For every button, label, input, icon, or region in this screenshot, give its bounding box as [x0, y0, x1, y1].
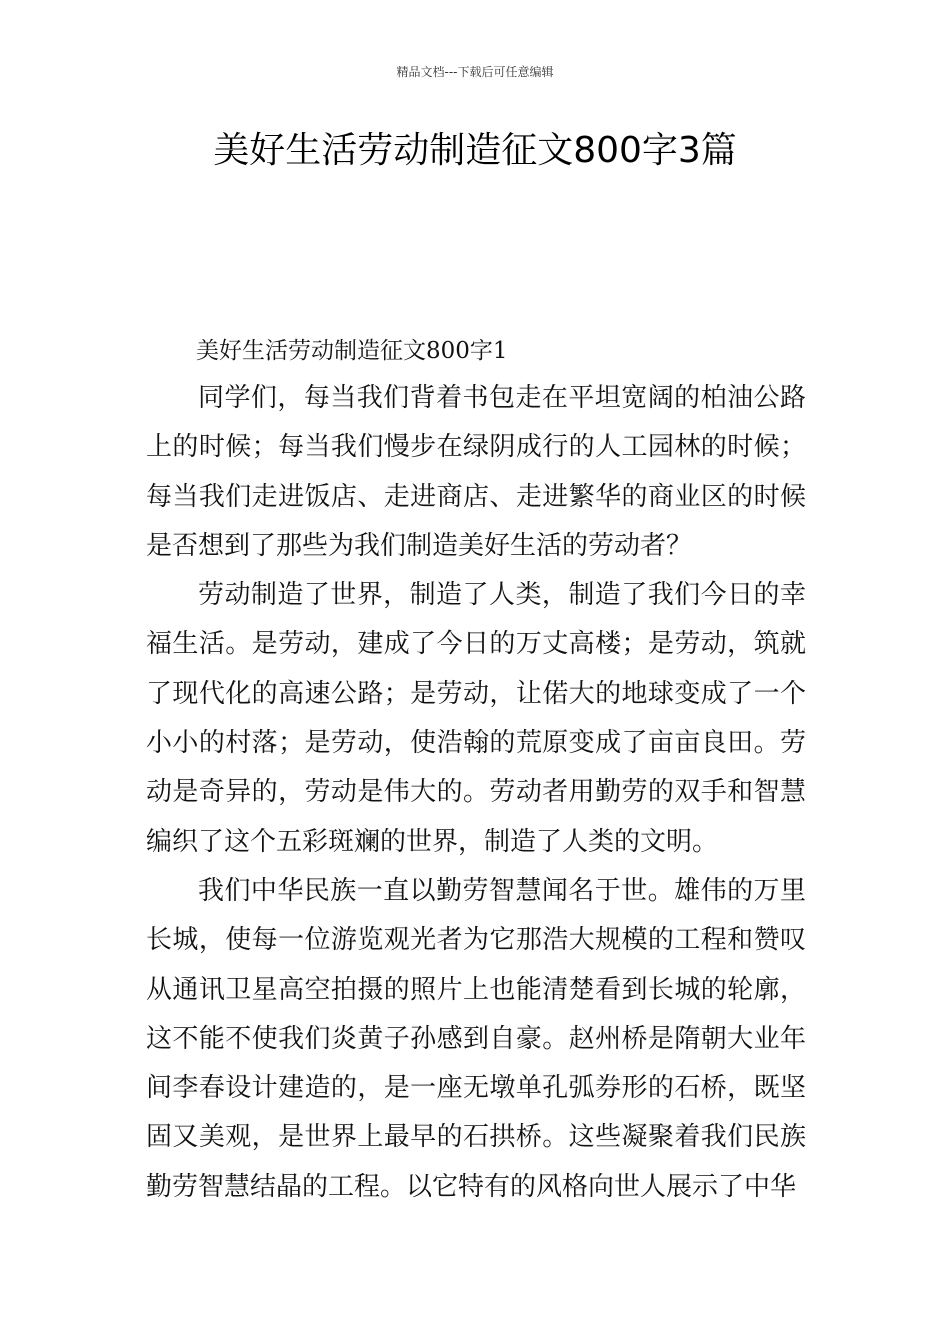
paragraph: 我们中华民族一直以勤劳智慧闻名于世。雄伟的万里长城，使每一位游览观光者为它那浩大规模的工程和赞叹从通讯卫星高空拍摄的照片上也能清楚看到长城的轮廓，这不能不使我们炎黄子孙感到自豪。赵州桥是隋朝大业年间李春设计建造的，是一座无墩单孔弧券形的石桥，既坚固又美观，是世界上最早的石拱桥。这些凝聚着我们民族勤劳智慧结晶的工程。以它特有的风格向世人展示了中华: [146, 875, 806, 1202]
section-title: 美好生活劳动制造征文800字1: [196, 338, 508, 364]
paragraph: 劳动制造了世界，制造了人类，制造了我们今日的幸福生活。是劳动，建成了今日的万丈高楼；是劳动，筑就了现代化的高速公路；是劳动，让偌大的地球变成了一个小小的村落；是劳动，使浩翰的荒原变成了亩亩良田。劳动是奇异的，劳动是伟大的。劳动者用勤劳的双手和智慧编织了这个五彩斑斓的世界，制造了人类的文明。: [146, 580, 806, 857]
document-title: 美好生活劳动制造征文800字3篇: [213, 130, 737, 171]
paragraph: 同学们，每当我们背着书包走在平坦宽阔的柏油公路上的时候；每当我们慢步在绿阴成行的人工园林的时候；每当我们走进饭店、走进商店、走进繁华的商业区的时候是否想到了那些为我们制造美好生活的劳动者？: [146, 383, 806, 561]
document-body: [146, 374, 806, 1212]
header-watermark: 精品文档---下载后可任意编辑: [396, 65, 554, 79]
